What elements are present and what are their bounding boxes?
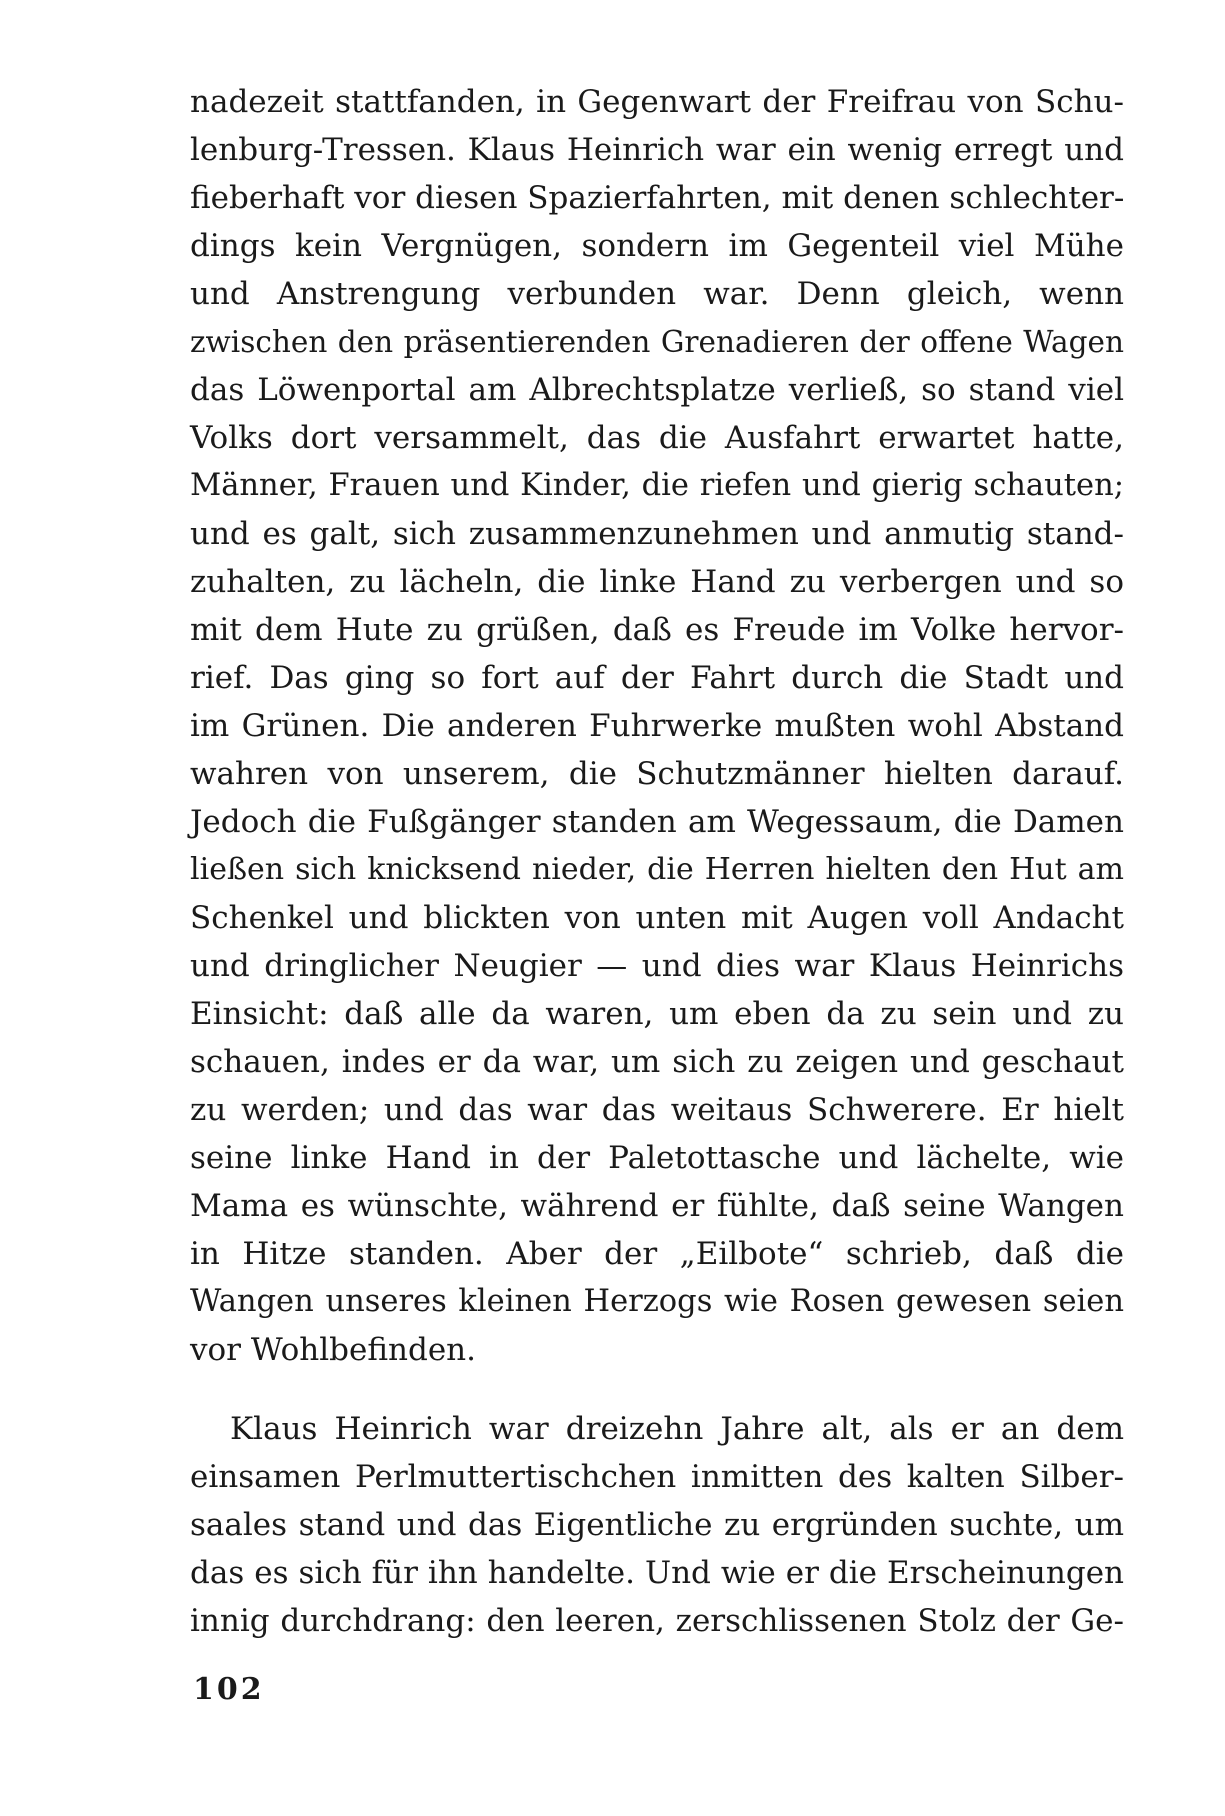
text-line: vor Wohlbefinden. <box>190 1332 476 1368</box>
text-line: fieberhaft vor diesen Spazierfahrten, mit denen schlechter- <box>190 180 1125 216</box>
text-line: Mama es wünschte, während er fühlte, daß seine Wangen <box>190 1188 1124 1224</box>
text-line: zuhalten, zu lächeln, die linke Hand zu verbergen und so <box>190 564 1124 600</box>
text-line: schauen, indes er da war, um sich zu zeigen und geschaut <box>190 1044 1124 1080</box>
text-line: dings kein Vergnügen, sondern im Gegenteil viel Mühe <box>190 228 1124 264</box>
text-line: lenburg-Tressen. Klaus Heinrich war ein wenig erregt und <box>190 132 1124 168</box>
text-line: und Anstrengung verbunden war. Denn gleich, wenn <box>190 276 1124 312</box>
text-line: das Löwenportal am Albrechtsplatze verließ, so stand viel <box>190 372 1124 408</box>
text-line: mit dem Hute zu grüßen, daß es Freude im Volke hervor- <box>190 612 1124 648</box>
text-line: wahren von unserem, die Schutzmänner hielten darauf. <box>190 756 1124 792</box>
text-line: nadezeit stattfanden, in Gegenwart der Freifrau von Schu- <box>190 84 1124 120</box>
text-line: Schenkel und blickten von unten mit Augen voll Andacht <box>190 900 1124 936</box>
text-line: saales stand und das Eigentliche zu ergründen suchte, um <box>190 1507 1124 1543</box>
text-line: ließen sich knicksend nieder, die Herren hielten den Hut am <box>190 852 1124 887</box>
text-line: einsamen Perlmuttertischchen inmitten des kalten Silber- <box>190 1459 1124 1495</box>
paragraph-2 <box>190 1405 1124 1645</box>
text-line: und dringlicher Neugier — und dies war Klaus Heinrichs <box>190 948 1124 984</box>
text-line: Klaus Heinrich war dreizehn Jahre alt, als er an dem <box>230 1411 1124 1447</box>
text-line: innig durchdrang: den leeren, zerschlissenen Stolz der Ge- <box>190 1603 1124 1639</box>
text-line: Männer, Frauen und Kinder, die riefen und gierig schauten; <box>190 468 1124 503</box>
text-line: rief. Das ging so fort auf der Fahrt durch die Stadt und <box>190 660 1124 696</box>
text-line: Jedoch die Fußgänger standen am Wegessaum, die Damen <box>190 804 1124 840</box>
text-line: zu werden; und das war das weitaus Schwerere. Er hielt <box>190 1092 1124 1128</box>
text-line: Einsicht: daß alle da waren, um eben da zu sein und zu <box>190 996 1124 1032</box>
paragraph-1 <box>190 78 1124 1374</box>
text-line: im Grünen. Die anderen Fuhrwerke mußten wohl Abstand <box>190 708 1124 744</box>
text-line: Wangen unseres kleinen Herzogs wie Rosen gewesen seien <box>190 1284 1124 1319</box>
text-line: das es sich für ihn handelte. Und wie er die Erscheinungen <box>190 1555 1124 1591</box>
text-line: zwischen den präsentierenden Grenadieren der offene Wagen <box>190 325 1124 359</box>
text-line: seine linke Hand in der Paletottasche und lächelte, wie <box>190 1140 1124 1176</box>
text-line: in Hitze standen. Aber der „Eilbote“ schrieb, daß die <box>190 1236 1124 1272</box>
text-line: Volks dort versammelt, das die Ausfahrt erwartet hatte, <box>190 420 1124 456</box>
text-line: und es galt, sich zusammenzunehmen und anmutig stand- <box>190 516 1124 552</box>
page-number: 102 <box>193 1672 265 1707</box>
